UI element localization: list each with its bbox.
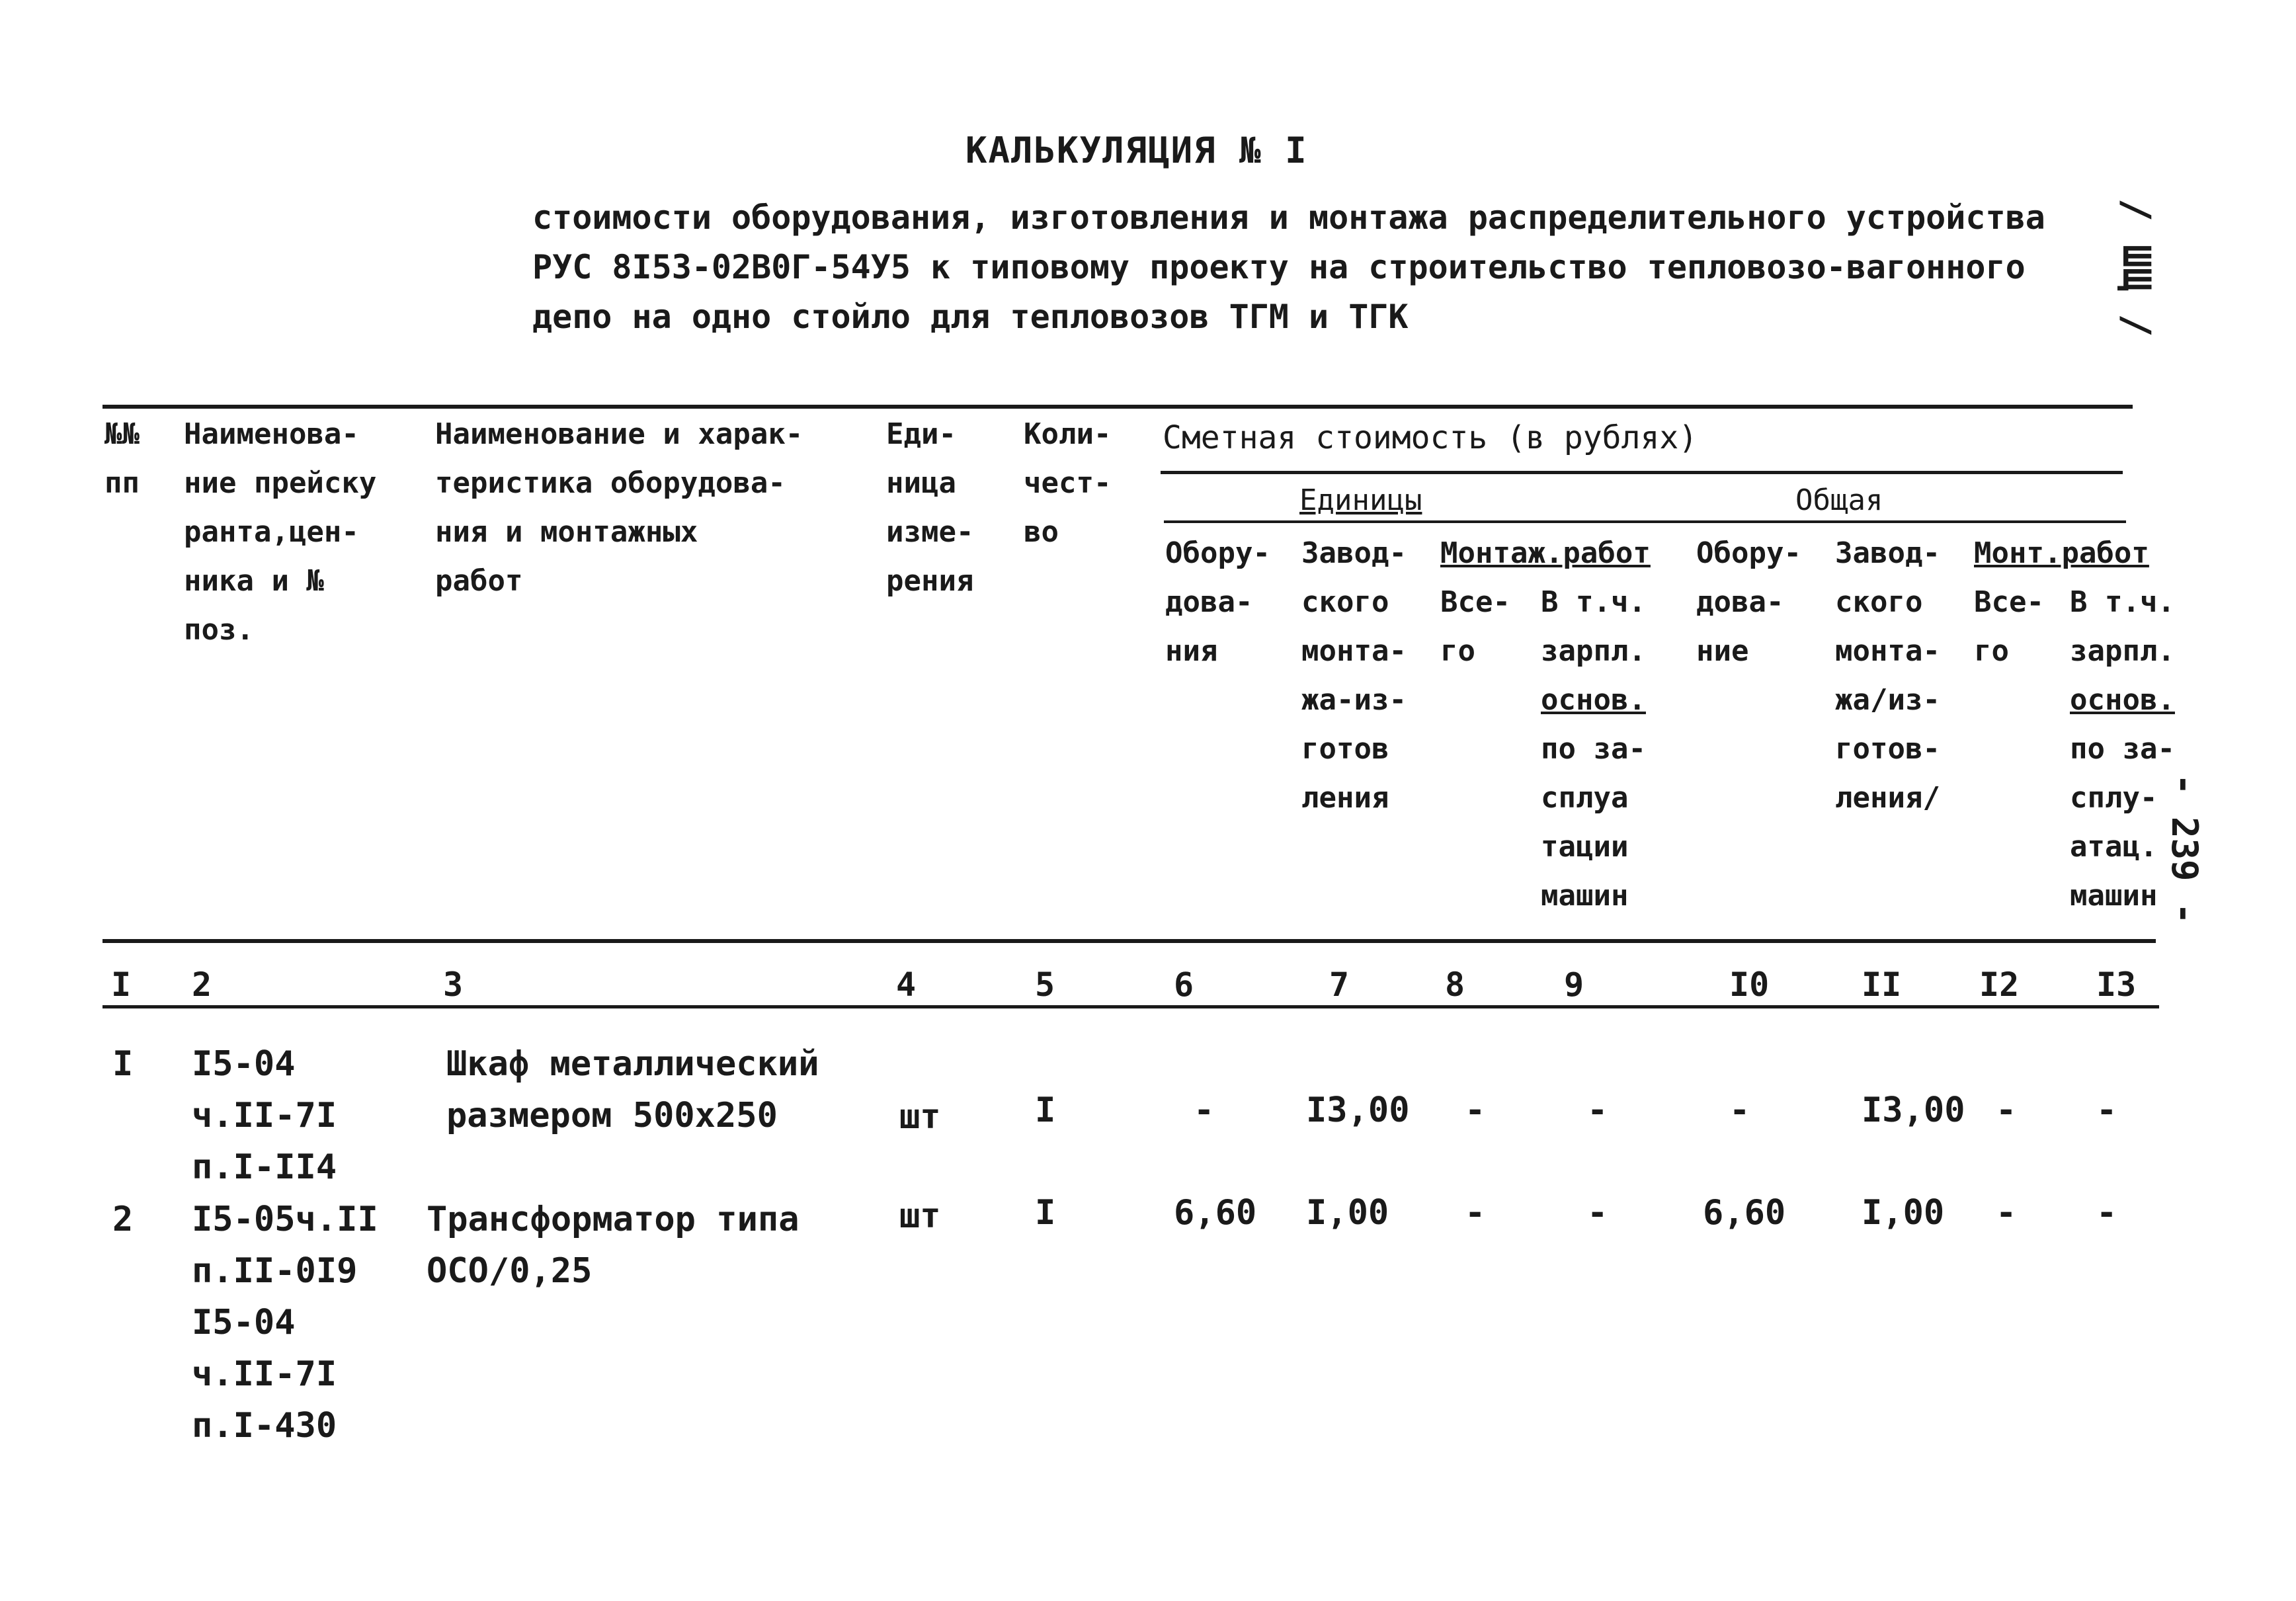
row-unit: шт (899, 1196, 941, 1236)
row-c13: - (2096, 1193, 2117, 1233)
col-number: 3 (443, 965, 464, 1004)
row-name: Шкаф металлический размером 500х250 (446, 1044, 819, 1135)
row-number: I (112, 1044, 134, 1084)
row-unit: шт (899, 1097, 941, 1137)
header-col13-underlined: основ. (2070, 683, 2175, 717)
col-number: 8 (1445, 965, 1465, 1004)
header-col4: Еди- ница изме- рения (886, 417, 974, 598)
subtitle-line-1: стоимости оборудования, изготовления и монтажа распределительного устройства (532, 198, 2045, 237)
row-c6: 6,60 (1174, 1193, 1257, 1233)
row-c9: - (1587, 1090, 1608, 1130)
row-number: 2 (112, 1200, 134, 1239)
table-top-rule (102, 405, 2133, 409)
row-c10: - (1729, 1090, 1750, 1130)
row-c11: I3,00 (1862, 1090, 1965, 1130)
col-number: 2 (192, 965, 212, 1004)
col-number: II (1862, 965, 1902, 1004)
col-number: 6 (1174, 965, 1194, 1004)
row-name: Трансформатор типа ОСО/0,25 (427, 1200, 800, 1291)
row-qty: I (1035, 1193, 1056, 1233)
row-c8: - (1465, 1193, 1486, 1233)
side-code: / ШЩ / (2114, 198, 2159, 337)
header-col7: Завод- ского монта- жа-из- готов ления (1301, 536, 1407, 815)
header-montage-unit: Монтаж.работ (1440, 536, 1651, 570)
header-col13-head: В т.ч. зарпл. (2070, 585, 2175, 668)
row-c6: - (1194, 1090, 1215, 1130)
row-qty: I (1035, 1090, 1056, 1130)
header-col13-tail: по за- сплу- атац. машин (2070, 732, 2175, 913)
row-c12: - (1996, 1090, 2017, 1130)
header-col10: Обору- дова- ние (1696, 536, 1801, 668)
col-number-rule (102, 1005, 2159, 1008)
header-col9-underlined: основ. (1541, 683, 1646, 717)
header-unit-group: Единицы (1299, 483, 1422, 517)
header-col9-head: В т.ч. зарпл. (1541, 585, 1646, 668)
row-c11: I,00 (1862, 1193, 1945, 1233)
header-montage-total: Монт.работ (1974, 536, 2149, 570)
header-col5: Коли- чест- во (1024, 417, 1112, 549)
header-col12: Все- го (1974, 585, 2044, 668)
subtitle-line-3: депо на одно стойло для тепловозов ТГМ и ТГК (532, 298, 1409, 336)
col-number: I2 (1979, 965, 2020, 1004)
row-c8: - (1465, 1090, 1486, 1130)
row-reference: I5-04 ч.II-7I п.I-II4 (192, 1044, 337, 1187)
col-number: 9 (1564, 965, 1584, 1004)
header-col3: Наименование и харак- теристика оборудова- ния и монтажных работ (435, 417, 803, 598)
row-c13: - (2096, 1090, 2117, 1130)
header-col6: Обору- дова- ния (1165, 536, 1270, 668)
cost-group-rule (1161, 471, 2123, 474)
row-reference: I5-05ч.II п.II-0I9 I5-04 ч.II-7I п.I-430 (192, 1200, 378, 1446)
header-col2: Наименова- ние прейску ранта,цен- ника и № поз. (184, 417, 377, 647)
header-cost-group: Сметная стоимость (в рублях) (1163, 419, 1698, 456)
header-bottom-rule (102, 939, 2156, 943)
row-c12: - (1996, 1193, 2017, 1233)
header-col9-tail: по за- сплуа тации машин (1541, 732, 1646, 913)
row-c9: - (1587, 1193, 1608, 1233)
col-number: I (111, 965, 132, 1004)
col-number: I0 (1729, 965, 1770, 1004)
col-number: I3 (2096, 965, 2137, 1004)
subtitle-line-2: РУС 8I53-02В0Г-54У5 к типовому проекту на строительство тепловозо-вагонного (532, 248, 2026, 286)
header-col8: Все- го (1440, 585, 1510, 668)
col-number: 5 (1035, 965, 1055, 1004)
document-title: КАЛЬКУЛЯЦИЯ № I (965, 130, 1308, 171)
row-c7: I3,00 (1306, 1090, 1410, 1130)
header-col1: №№ пп (104, 417, 140, 500)
col-number: 4 (896, 965, 917, 1004)
header-total-group: Общая (1795, 483, 1883, 517)
col-number: 7 (1329, 965, 1350, 1004)
row-c7: I,00 (1306, 1193, 1389, 1233)
header-col11: Завод- ского монта- жа/из- готов- ления/ (1835, 536, 1940, 815)
row-c10: 6,60 (1703, 1193, 1786, 1233)
page-number: - 239 - (2164, 774, 2205, 924)
